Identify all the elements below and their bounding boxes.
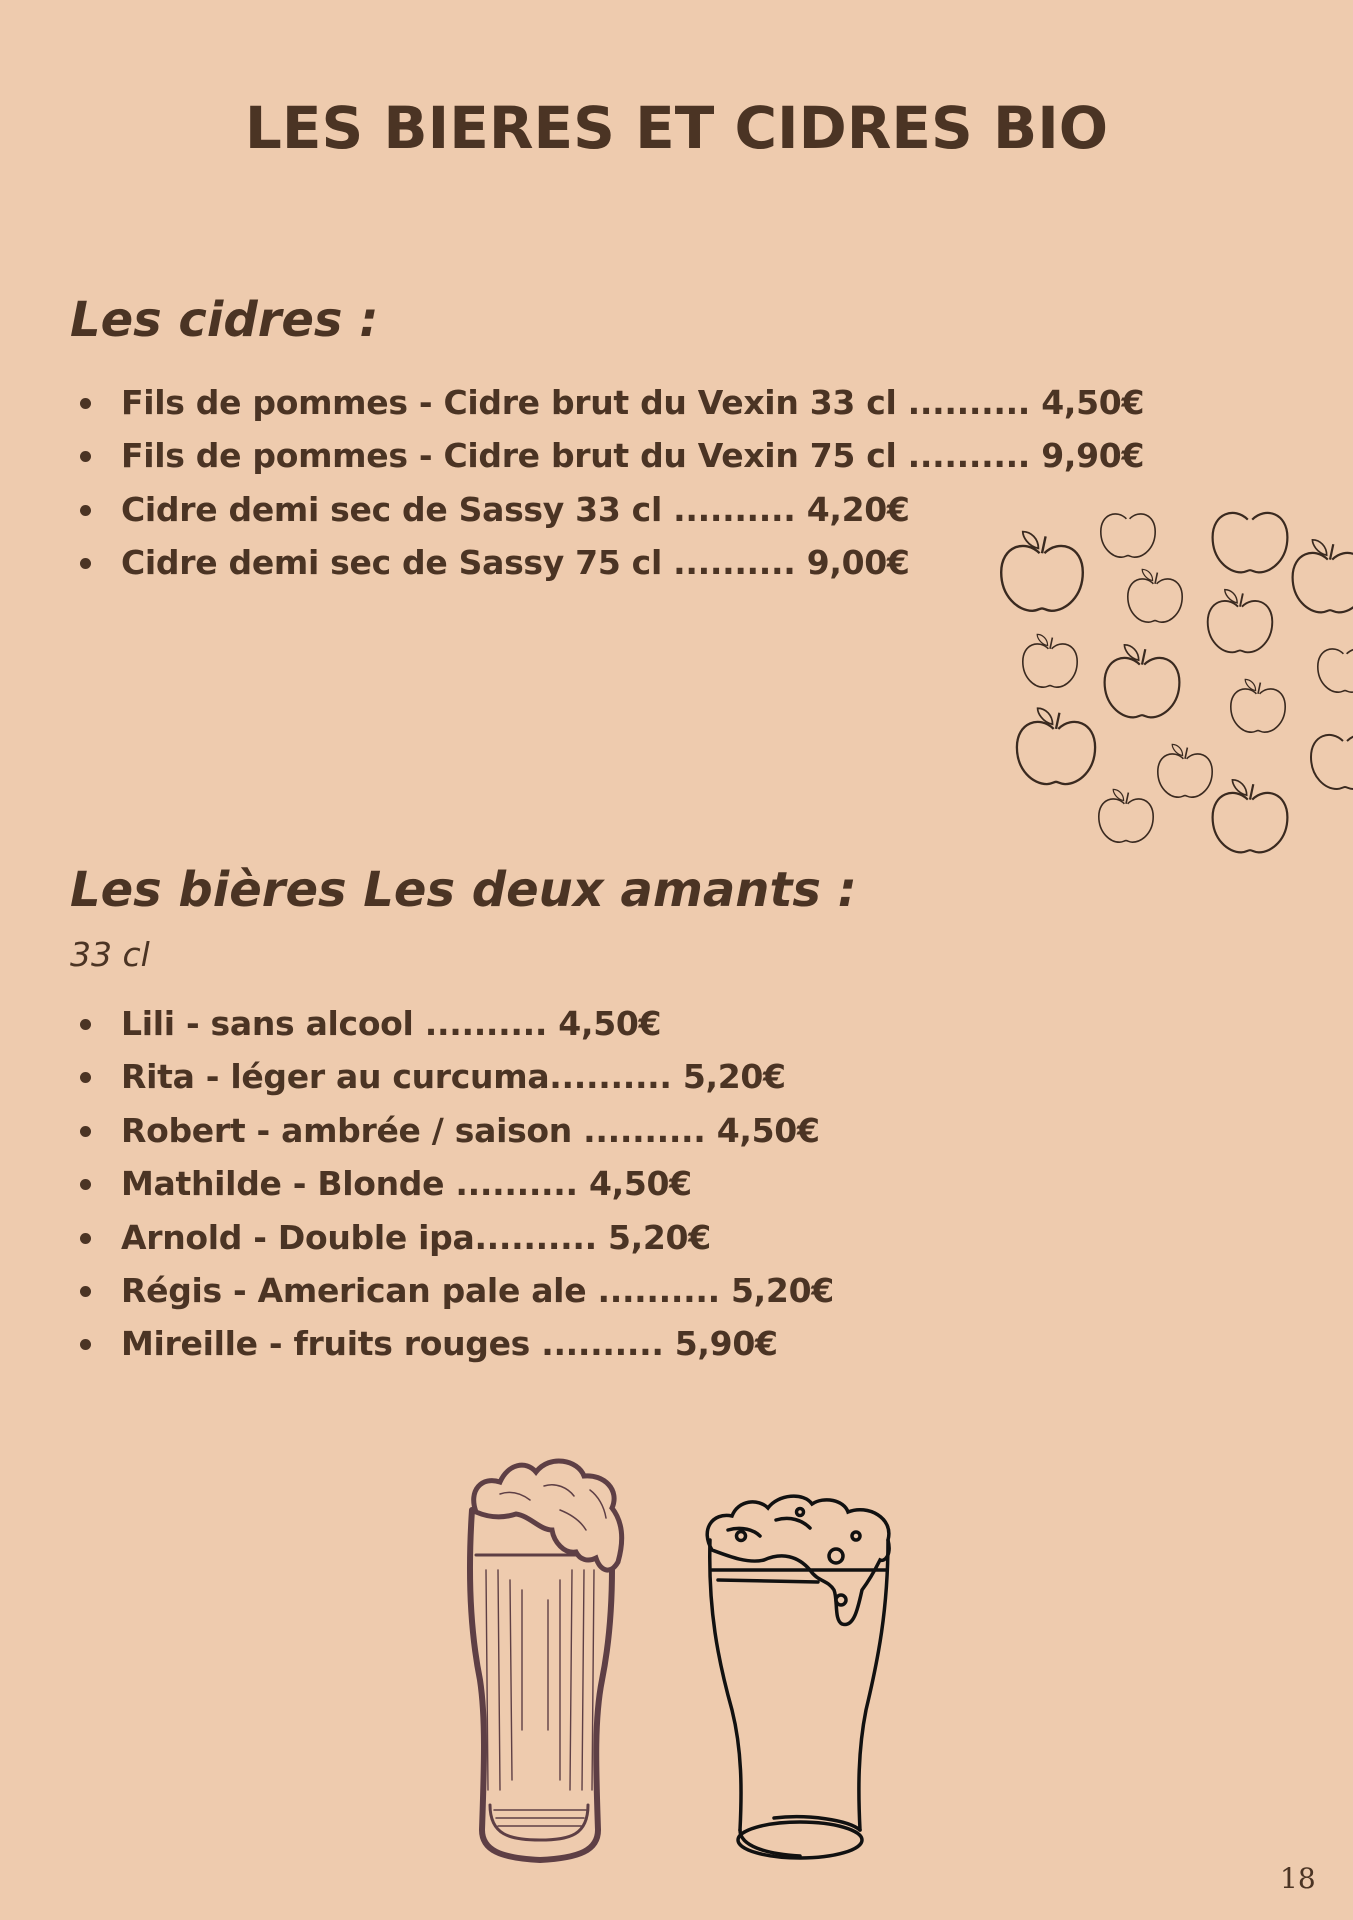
list-item xyxy=(70,429,1144,482)
list-item-text: Robert - ambrée / saison .......... 4,50€ xyxy=(121,1110,820,1150)
bullet-icon xyxy=(80,558,91,569)
list-item-text: Rita - léger au curcuma.......... 5,20€ xyxy=(121,1057,786,1097)
page-title: LES BIERES ET CIDRES BIO xyxy=(244,94,1109,162)
bullet-icon xyxy=(80,1339,91,1350)
list-item-text: Lili - sans alcool .......... 4,50€ xyxy=(121,1004,662,1043)
cidres-heading: Les cidres : xyxy=(70,292,379,348)
list-item xyxy=(70,1104,834,1157)
list-item-text: Mathilde - Blonde .......... 4,50€ xyxy=(121,1164,692,1204)
list-item-text: Régis - American pale ale .......... 5,20€ xyxy=(121,1270,834,1310)
list-item xyxy=(70,1317,834,1370)
list-item-text: Fils de pommes - Cidre brut du Vexin 75 cl .......... 9,90€ xyxy=(121,436,1145,476)
list-item xyxy=(70,376,1144,429)
bieres-subtitle: 33 cl xyxy=(70,935,150,974)
bullet-icon xyxy=(80,1126,91,1137)
engraved-beer-glass-icon xyxy=(460,1430,640,1870)
bullet-icon xyxy=(80,505,91,516)
list-item-text: Mireille - fruits rouges .......... 5,90€ xyxy=(121,1324,778,1364)
page-number: 18 xyxy=(1280,1862,1316,1895)
list-item xyxy=(70,997,834,1050)
bullet-icon xyxy=(80,1286,91,1297)
list-item xyxy=(70,1050,834,1103)
line-art-beer-glass-icon xyxy=(698,1490,898,1870)
bullet-icon xyxy=(80,451,91,462)
bullet-icon xyxy=(80,1072,91,1083)
apple-pattern-icon xyxy=(980,480,1353,860)
list-item-text: Cidre demi sec de Sassy 75 cl .......... 9,00€ xyxy=(121,543,910,583)
list-item-text: Arnold - Double ipa.......... 5,20€ xyxy=(121,1217,711,1257)
bullet-icon xyxy=(80,398,91,409)
list-item xyxy=(70,1264,834,1317)
bullet-icon xyxy=(80,1233,91,1244)
list-item xyxy=(70,1157,834,1210)
bieres-list xyxy=(70,997,834,1371)
list-item-text: Cidre demi sec de Sassy 33 cl .......... 4,20€ xyxy=(121,489,910,529)
list-item xyxy=(70,1211,834,1264)
list-item-text: Fils de pommes - Cidre brut du Vexin 33 cl .......... 4,50€ xyxy=(121,383,1145,422)
bieres-heading: Les bières Les deux amants : xyxy=(70,862,857,918)
bullet-icon xyxy=(80,1179,91,1190)
bullet-icon xyxy=(80,1019,91,1030)
